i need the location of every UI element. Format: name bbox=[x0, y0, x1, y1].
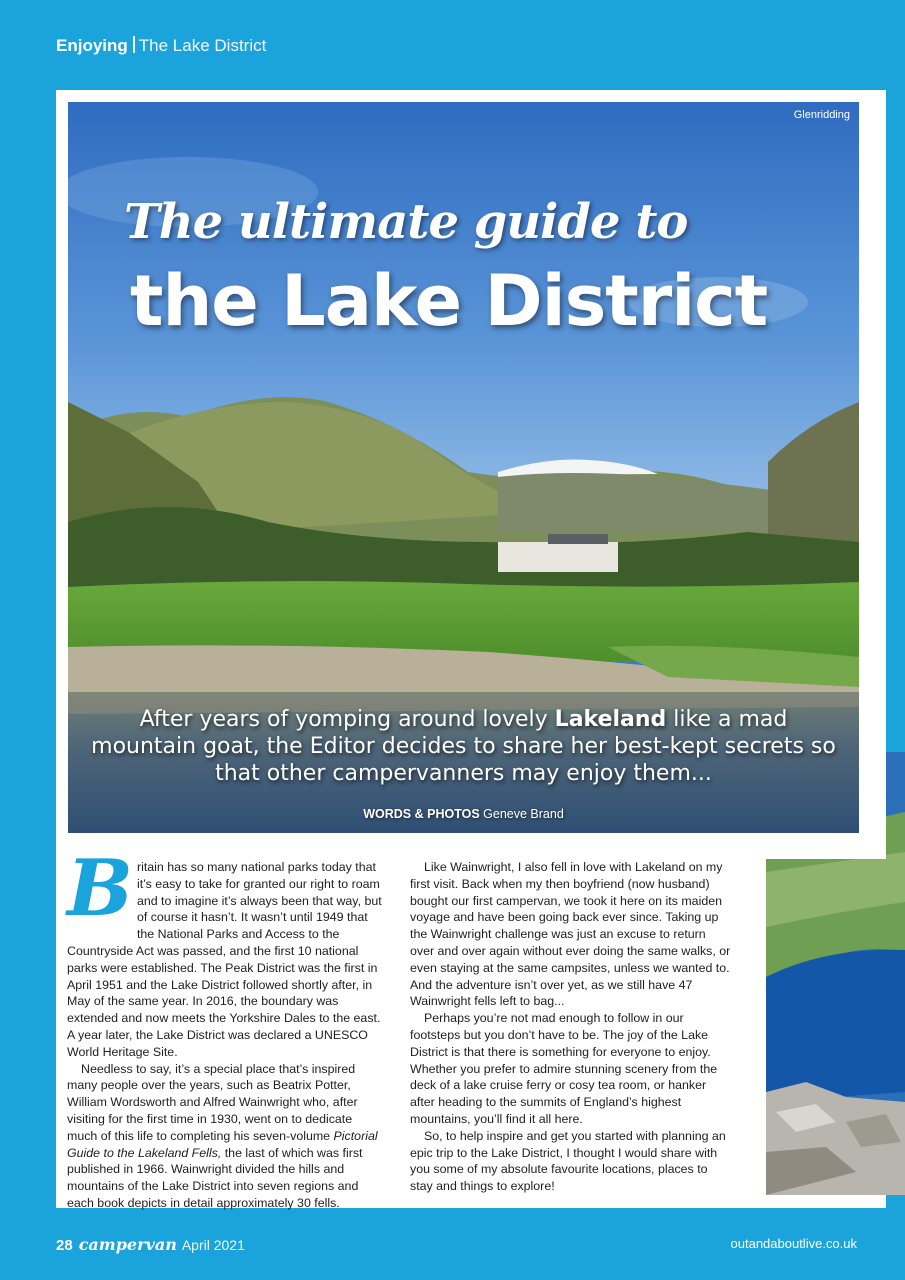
hero-photo bbox=[68, 102, 859, 833]
paragraph-1: ritain has so many national parks today that it’s easy to take for granted our right to roam and to imagine it’s always been that way, but of course it hasn’t. It wasn’t until 1949 that the National Parks and Access to the Countryside Act was passed, and the first 10 national parks were established. The Peak District was the first in April 1951 and the Lake District followed shortly after, in May of the same year. In 2016, the boundary was extended and now meets the Yorkshire Dales to the east. A year later, the Lake District was declared a UNESCO World Heritage Site. bbox=[67, 860, 382, 1059]
headline-line-2: the Lake District bbox=[130, 260, 768, 342]
issue-date: April 2021 bbox=[181, 1237, 245, 1253]
website-url: outandaboutlive.co.uk bbox=[730, 1236, 857, 1251]
photo-location-caption: Glenridding bbox=[793, 109, 850, 121]
byline bbox=[68, 807, 859, 821]
standfirst-text-2: like a mad mountain goat, the Editor decides to share her best-kept secrets so that other campervanners may enjoy them... bbox=[91, 707, 836, 786]
paragraph-5: So, to help inspire and get you started with planning an epic trip to the Lake District, I thought I would share with you some of my absolute favourite locations, places to stay and things to explore! bbox=[410, 1128, 726, 1194]
page-footer bbox=[56, 1235, 245, 1254]
paragraph-4: Perhaps you’re not mad enough to follow in our footsteps but you don’t have to be. The joy of the Lake District is that there is something for everyone to enjoy. Whether you prefer to admire stunning scenery from the deck of a lake cruise ferry or cosy tea room, or hanker after heading to the summits of England’s highest mountains, you’ll find it all here. bbox=[410, 1011, 718, 1126]
magazine-logo: campervan bbox=[78, 1235, 177, 1254]
paragraph-2-text-a: Needless to say, it’s a special place that’s inspired many people over the years, such as Beatrix Potter, William Wordsworth and Alfred Wainwright who, after visiting for the first time in 1930, went on to dedicate much of this life to completing his seven-volume bbox=[67, 1061, 358, 1143]
subsection-label: The Lake District bbox=[138, 36, 267, 55]
byline-label: WORDS & PHOTOS bbox=[363, 807, 480, 821]
drop-cap: B bbox=[67, 843, 133, 934]
byline-name: Geneve Brand bbox=[483, 807, 564, 821]
standfirst bbox=[88, 706, 839, 787]
header-divider bbox=[133, 36, 135, 53]
article-column-left bbox=[67, 843, 385, 1212]
paragraph-3: Like Wainwright, I also fell in love with Lakeland on my first visit. Back when my then boyfriend (now husband) bought our first campervan, we took it here on its maiden voyage and have been going back ever since. Taking up the Wainwright challenge was just an excuse to return over and over again without ever doing the same walks, or even staying at the same campsites, unless we wanted to. And the adventure isn’t over yet, as we still have 47 Wainwright fells left to bag... bbox=[410, 860, 731, 1009]
standfirst-text-1: After years of yomping around lovely bbox=[139, 707, 555, 732]
standfirst-bold: Lakeland bbox=[554, 707, 667, 732]
article-column-right bbox=[410, 859, 732, 1195]
page-number: 28 bbox=[56, 1237, 73, 1254]
headline-line-1: The ultimate guide to bbox=[124, 194, 688, 250]
section-label: Enjoying bbox=[56, 36, 128, 55]
paragraph-2 bbox=[67, 1061, 385, 1212]
section-header bbox=[56, 36, 266, 56]
book-title: Pictorial Guide to the Lakeland Fells, bbox=[67, 1128, 378, 1160]
paragraph-2-text-b: the last of which was first published in 1966. Wainwright divided the hills and mountains of the Lake District into seven regions and each book depicts in detail approximately 30 fells. bbox=[67, 1145, 363, 1210]
